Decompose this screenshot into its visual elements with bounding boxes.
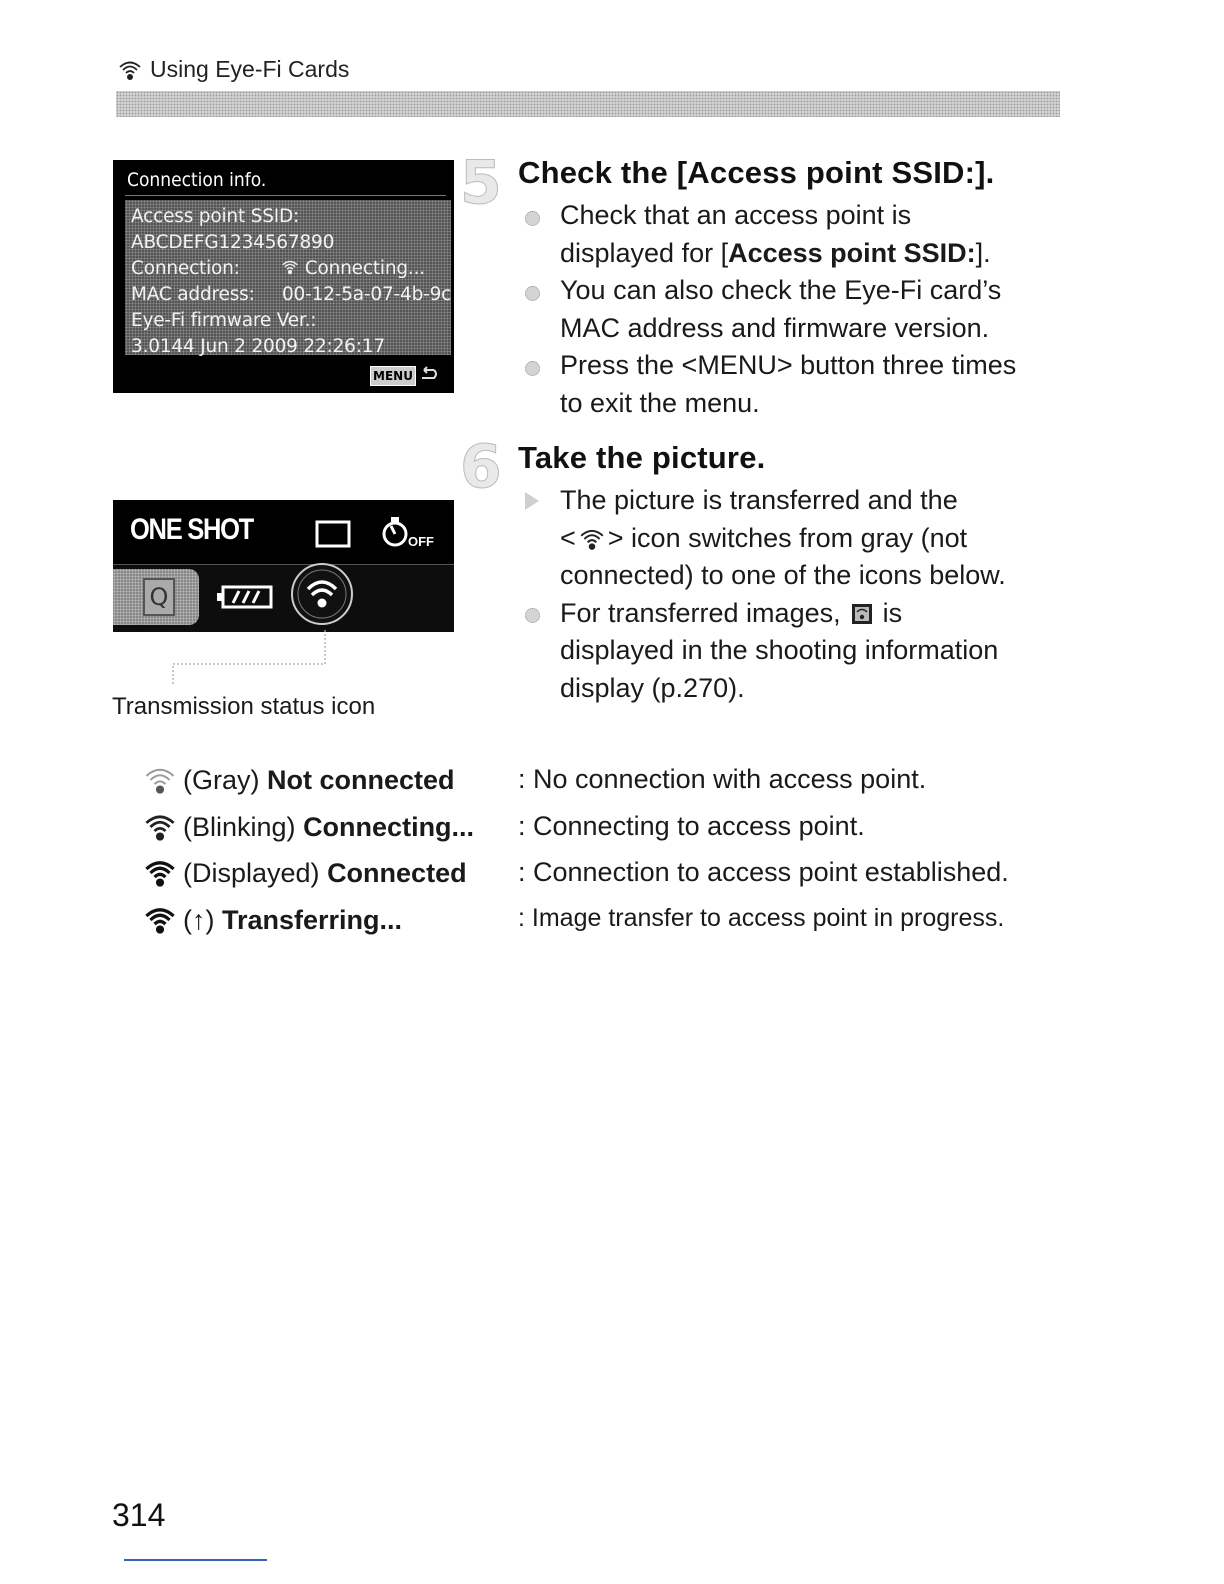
legend-desc: : Connecting to access point. [518,811,865,841]
bullet-icon [525,211,540,226]
wifi-icon [579,527,605,551]
wifi-icon [281,259,299,275]
callout-label: Transmission status icon [112,693,376,720]
drive-mode-single-icon [315,520,351,548]
text-span: is [882,598,903,628]
ssid-value: ABCDEFG1234567890 [131,232,335,253]
bullet-icon [525,286,540,301]
legend-desc: : Image transfer to access point in progress. [518,904,1005,932]
ssid-term: Access point SSID: [728,238,976,268]
section-title: Using Eye-Fi Cards [150,56,350,82]
legend-state: (Blinking) [183,811,296,842]
info-panel [125,200,451,355]
wifi-icon [118,59,142,81]
legend-desc: : No connection with access point. [518,764,927,794]
step6-bullet-line3: display (p.270). [560,673,745,703]
callout-leader-line [165,628,335,688]
wifi-connected-icon [143,858,177,888]
step6-result-line1: The picture is transferred and the [560,485,958,515]
title-divider [125,195,446,196]
bullet-icon [525,361,540,376]
mac-label: MAC address: [131,284,255,305]
legend-row-not-connected [143,760,455,800]
firmware-value: 3.0144 Jun 2 2009 22:26:17 [131,336,385,357]
legend-state: (Displayed) [183,857,320,888]
step6-bullet-line2: displayed in the shooting information [560,635,999,665]
transfer-done-icon [851,603,873,625]
step-number-5: 5 [460,148,502,218]
legend-row-connected [143,853,467,893]
legend-name: Connected [327,857,467,888]
step5-bullet1-line1: Check that an access point is [560,200,912,230]
text-span: For transferred images, [560,598,841,628]
menu-return-icon [416,364,440,386]
header-band [116,91,1060,117]
step5-heading: Check the [Access point SSID:]. [518,155,995,190]
text-span: ]. [975,238,991,268]
step5-bullet2-line2: MAC address and firmware version. [560,313,990,343]
quick-control-button[interactable] [113,569,199,625]
af-mode-label: ONE SHOT [130,513,253,546]
step6-bullet-line1 [560,595,902,633]
firmware-label: Eye-Fi firmware Ver.: [131,310,317,331]
transmission-status-icon [289,561,355,627]
screen-lower-panel [113,565,454,632]
wifi-gray-icon [143,765,177,795]
legend-row-transferring [143,900,402,940]
step6-result-line3: connected) to one of the icons below. [560,560,1006,590]
step5-bullet3-line1: Press the <MENU> button three times [560,350,1017,380]
timer-off-label: OFF [408,534,434,549]
step-number-6: 6 [460,432,502,502]
connection-label: Connection: [131,258,240,279]
step6-result-line2 [560,520,967,558]
q-label: Q [143,578,175,616]
battery-icon [217,585,273,609]
legend-state: (Gray) [183,764,260,795]
legend-name: Transferring... [222,904,403,935]
section-header [118,56,349,83]
wifi-transferring-icon [143,905,177,935]
legend-desc: : Connection to access point established. [518,857,1009,887]
legend-name: Not connected [267,764,455,795]
step5-bullet2-line1: You can also check the Eye-Fi card’s [560,275,1002,305]
bullet-icon [525,608,540,623]
shooting-info-screen [113,500,454,632]
legend-name: Connecting... [303,811,475,842]
text-span: < [560,523,576,553]
connection-row [131,258,425,279]
wifi-blinking-icon [143,812,177,842]
self-timer-off-icon [381,514,437,554]
legend-state: (↑) [183,904,215,935]
step5-bullet3-line2: to exit the menu. [560,388,760,418]
step5-bullet1-line2 [560,235,991,273]
footer-rule [124,1559,267,1561]
screen-title: Connection info. [127,169,267,191]
connection-info-screen [113,160,454,393]
menu-return-button[interactable] [370,364,442,386]
menu-label: MENU [370,366,416,386]
legend-row-connecting [143,807,474,847]
text-span: > icon switches from gray (not [607,523,968,553]
text-span: displayed for [ [560,238,729,268]
mac-value: 00-12-5a-07-4b-9c [281,284,452,305]
ssid-label: Access point SSID: [131,206,300,227]
mac-row [131,284,451,305]
page-number: 314 [112,1497,166,1533]
connection-value: Connecting... [304,258,425,279]
step6-heading: Take the picture. [518,440,766,475]
result-arrow-icon [525,492,539,510]
